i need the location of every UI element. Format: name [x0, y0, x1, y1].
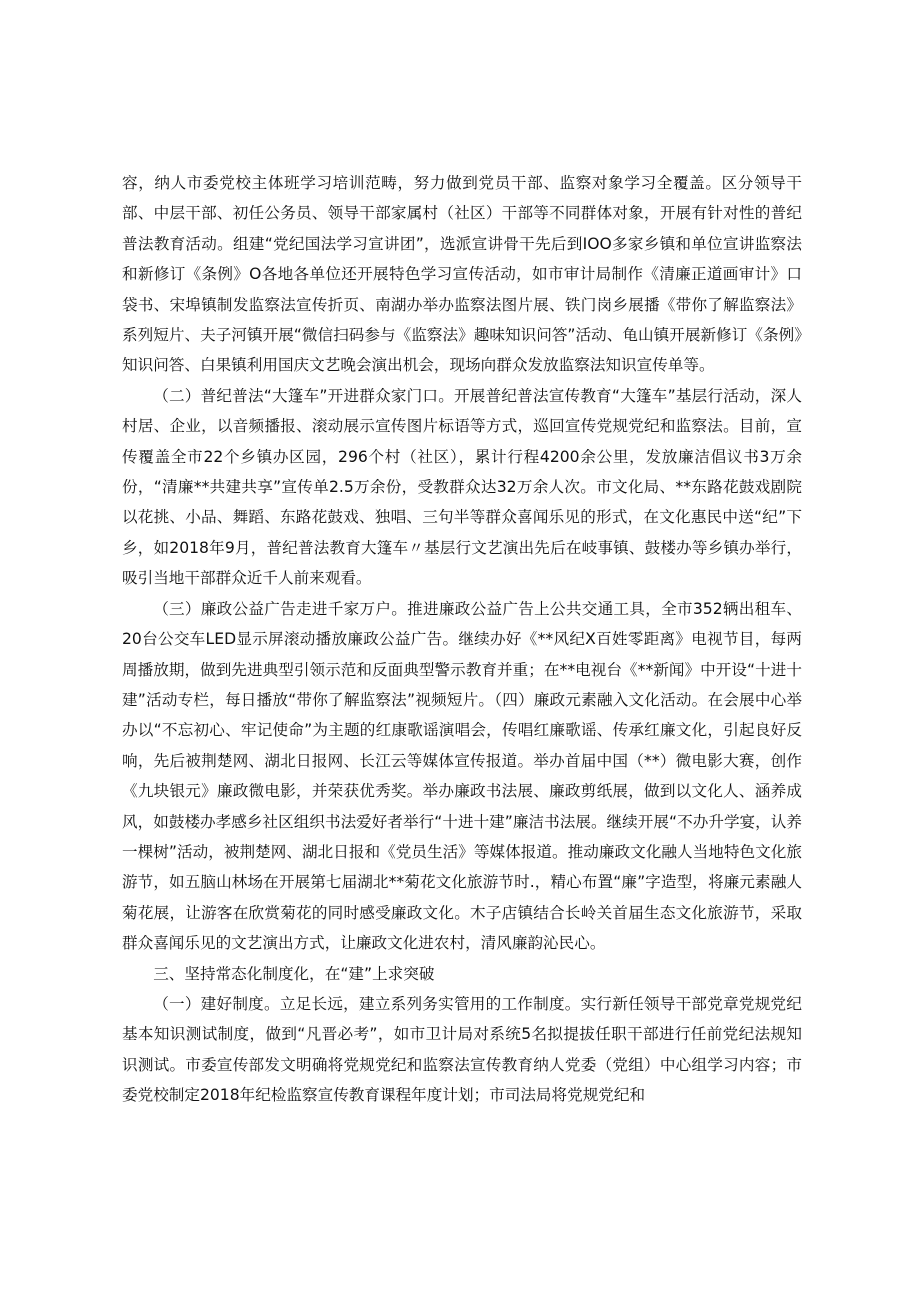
paragraph-section-2: （二）普纪普法“大篷车”开进群众家门口。开展普纪普法宣传教育“大篷车”基层行活动，深人村居、企业，以音频播报、滚动展示宣传图片标语等方式，巡回宣传党规党纪和监察法。目前，宣传覆盖全市22个乡镇办区园，296个村（社区），累计行程4200余公里，发放廉洁倡议书3万余份，“清廉**共建共享”宣传单2.5万余份，受教群众达32万余人次。市文化局、**东路花鼓戏剧院以花挑、小品、舞蹈、东路花鼓戏、独唱、三句半等群众喜闻乐见的形式，在文化惠民中送“纪”下乡，如2018年9月，普纪普法教育大篷车〃基层行文艺演出先后在岐事镇、鼓楼办等乡镇办举行，吸引当地干部群众近千人前来观看。	[122, 386, 802, 588]
paragraph-subsection-1: （一）建好制度。立足长远，建立系列务实管用的工作制度。实行新任领导干部党章党规党纪基本知识测试制度，做到“凡晋必考”，如市卫计局对系统5名拟提拔任职干部进行任前党纪法规知识测试。市委宣传部发文明确将党规党纪和监察法宣传教育纳人党委（党组）中心组学习内容；市委党校制定2018年纪检监察宣传教育课程年度计划；市司法局将党规党纪和	[122, 994, 802, 1105]
paragraph-section-3: （三）廉政公益广告走进千家万户。推进廉政公益广告上公共交通工具，全市352辆出租车、20台公交车LED显示屏滚动播放廉政公益广告。继续办好《**风纪X百姓零距离》电视节目，每两周播放期，做到先进典型引领示范和反面典型警示教育并重；在**电视台《**新闻》中开设“十进十建”活动专栏，每日播放“带你了解监察法”视频短片。（四）廉政元素融入文化活动。在会展中心举办以“不忘初心、牢记使命”为主题的红康歌谣演唱会，传唱红廉歌谣、传承红廉文化，引起良好反响，先后被荆楚网、湖北日报网、长江云等媒体宣传报道。举办首届中国（**）微电影大赛，创作《九块银元》廉政微电影，并荣获优秀奖。举办廉政书法展、廉政剪纸展，做到以文化人、涵养成风，如鼓楼办孝感乡社区组织书法爱好者举行“十进十建”廉洁书法展。继续开展“不办升学宴，认养一棵树”活动，被荆楚网、湖北日报和《党员生活》等媒体报道。推动廉政文化融人当地特色文化旅游节，如五脑山林场在开展第七届湖北**菊花文化旅游节时.，精心布置“廉”字造型，将廉元素融人菊花展，让游客在欣赏菊花的同时感受廉政文化。木子店镇结合长岭关首届生态文化旅游节，采取群众喜闻乐见的文艺演出方式，让廉政文化进农村，清风廉韵沁民心。	[122, 599, 802, 953]
paragraph-continuation: 容，纳人市委党校主体班学习培训范畴，努力做到党员干部、监察对象学习全覆盖。区分领导干部、中层干部、初任公务员、领导干部家属村（社区）干部等不同群体对象，开展有针对性的普纪普法教育活动。组建“党纪国法学习宣讲团”，选派宣讲骨干先后到IOO多家乡镇和单位宣讲监察法和新修订《条例》O各地各单位还开展特色学习宣传活动，如市审计局制作《清廉正道画审计》口袋书、宋埠镇制发监察法宣传折页、南湖办举办监察法图片展、铁门岗乡展播《带你了解监察法》系列短片、夫子河镇开展“微信扫码参与《监察法》趣味知识问答”活动、龟山镇开展新修订《条例》知识问答、白果镇利用国庆文艺晚会演出机会，现场向群众发放监察法知识宣传单等。	[122, 174, 802, 375]
section-heading: 三、坚持常态化制度化，在“建”上求突破	[153, 964, 435, 983]
document-body	[122, 168, 802, 1111]
